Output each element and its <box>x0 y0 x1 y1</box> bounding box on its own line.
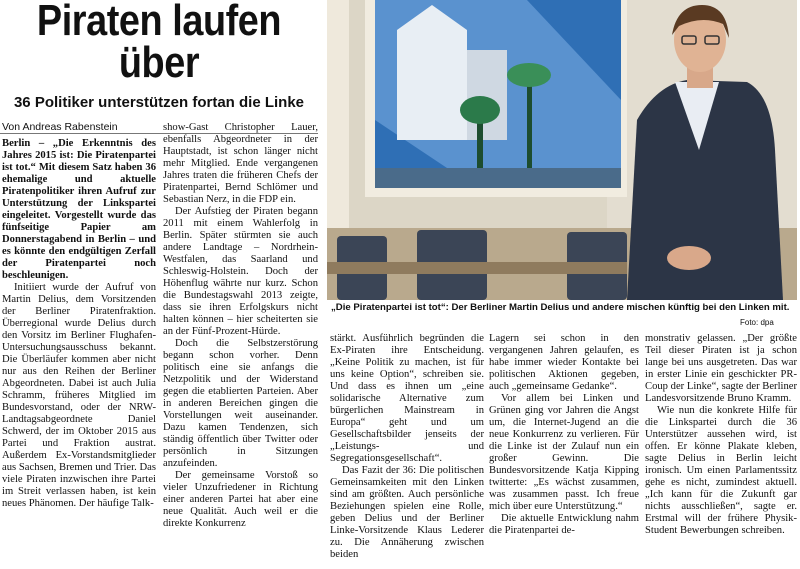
article-paragraph: monstrativ gelassen. „Der größte Teil dieser Piraten ist ja schon lange bei uns ausgetreten. Das war in erster Linie ein geschickter PR-Coup der Linke“, sagte der Berliner Landesvorsitzende Bruno Kramm. <box>645 333 797 404</box>
byline: Von Andreas Rabenstein <box>2 121 118 133</box>
article-paragraph: Der gemeinsame Vorstoß so vieler Unzufriedener in Richtung einer anderen Partei hat aber eine neue Qualität. Auch weil er die direkte Konkurrenz <box>163 470 318 529</box>
article-paragraph: Die aktuelle Entwicklung nahm die Piratenpartei de- <box>489 513 639 536</box>
photo-credit: Foto: dpa <box>740 318 774 327</box>
subheadline: 36 Politiker unterstützen fortan die Linke <box>13 94 305 111</box>
article-photo <box>327 0 797 300</box>
article-column-5 <box>645 333 797 569</box>
article-paragraph: Der Aufstieg der Piraten begann 2011 mit einem Wahlerfolg in Berlin. Später stürmten sie auch andere Landtage – Nordrhein-Westfalen, das Saarland und Schleswig-Holstein. Doch der Höhenflug währte nur kurz. Schon die Bundestagswahl 2013 zeigte, dass sie ihren Erfolgskurs nicht halten können – hier scheiterten sie an der Fünf-Prozent-Hürde. <box>163 206 318 337</box>
headline: Piraten laufen über <box>36 0 282 87</box>
article-column-3 <box>330 333 484 569</box>
article-paragraph: Initiiert wurde der Aufruf von Martin Delius, dem Vorsitzenden der Berliner Piratenfraktion. Überregional wurde Delius durch den Vorsitz im Berliner Flughafen-Untersuchungsausschuss bekannt. Die Überläufer kommen aber nicht nur aus den Reihen der Berliner Abgeordneten. Dabei ist auch Julia Schramm, früheres Mitglied im Bundesvorstand, oder der NRW-Landtagsabgeordnete Daniel Schwerd, der im Oktober 2015 aus Partei und Fraktion austrat. Außerdem Ex-Vorstandsmitglieder aus Sachsen, Bremen und Trier. Das viele Piraten inzwischen ihre Partei im Streit verlassen haben, ist kein neues Phänomen. Der häufige Talk- <box>2 282 156 509</box>
article-column-1 <box>2 138 156 569</box>
article-column-4 <box>489 333 639 569</box>
article-paragraph: Berlin – „Die Erkenntnis des Jahres 2015 ist: Die Piratenpartei ist tot.“ Mit diesem Satz haben 36 ehemalige und aktuelle Piratenpolitiker ihren Aufruf zur Unterstützung der Linkspartei eingeleitet. Vorgestellt wurde das fünfseitige Papier am Donnerstagabend in Berlin – und es könnte den endgültigen Zerfall der Piratenpartei noch beschleunigen. <box>2 138 156 281</box>
article-paragraph: Vor allem bei Linken und Grünen ging vor Jahren die Angst um, die Internet-Jugend an die neue Konkurrenz zu verlieren. Für die Linke ist der Zulauf nun ein großer Gewinn. Die Bundesvorsitzende Katja Kipping twitterte: „Es wächst zusammen, was zusammen passt. Ich freue mich über eure Unterstützung.“ <box>489 393 639 512</box>
article-paragraph: Wie nun die konkrete Hilfe für die Linkspartei durch die 36 Unterstützer aussehen wird, ist offen. Er könne Plakate kleben, sagte Delius in Berlin leicht ironisch. Um einen Parlamentssitz gehe es nicht, zumindest aktuell. „Ich kann für die Zukunft gar nichts ausschließen“, sagte er. Erstmal will der frühere Physik-Student Bewerbungen schreiben. <box>645 405 797 536</box>
article-paragraph: Doch die Selbstzerstörung begann schon vorher. Denn politisch eine sie anfangs die Netzpolitik und der Widerstand gegen die etablierten Parteien. Aber in anderen Bereichen gingen die Vorstellungen weit auseinander. Dazu kamen Tendenzen, sich ständig öffentlich über Twitter oder persönlich in Sitzungen anzufeinden. <box>163 338 318 469</box>
article-paragraph: stärkt. Ausführlich begründen die Ex-Piraten ihre Entscheidung. „Keine Politik zu machen, ist für uns keine Option“, schreiben sie. Und dass es ihnen um „eine solidarische Alternative zum bürgerlichen Mainstream in Europa“ geht und um Gesellschaftsbilder jenseits der „Leistungs- und Segregationsgesellschaft“. <box>330 333 484 464</box>
photo-caption: „Die Piratenpartei ist tot“: Der Berliner Martin Delius und andere mischen künftig bei den Linken mit. <box>331 302 790 313</box>
article-paragraph: show-Gast Christopher Lauer, ebenfalls Abgeordneter in der Hauptstadt, ist schon länger nicht mehr Mitglied. Ende vergangenen Jahres traten die früheren Chefs der Piratenpartei, Bernd Schlömer und Sebastian Nerz, in die FDP ein. <box>163 122 318 205</box>
article-column-2 <box>163 122 318 569</box>
photo-illustration <box>327 0 797 300</box>
article-paragraph: Lagern sei schon in den vergangenen Jahren gelaufen, es habe immer wieder Kontakte bei politischen Aktionen gegeben, auch „gemeinsame Gedanke“. <box>489 333 639 392</box>
article-paragraph: Das Fazit der 36: Die politischen Gemeinsamkeiten mit den Linken sind am größten. Auch persönliche Beziehungen spielen eine Rolle, geben Delius und der Berliner Linke-Vorsitzende Klaus Lederer zu. Die Annäherung zwischen beiden <box>330 465 484 560</box>
